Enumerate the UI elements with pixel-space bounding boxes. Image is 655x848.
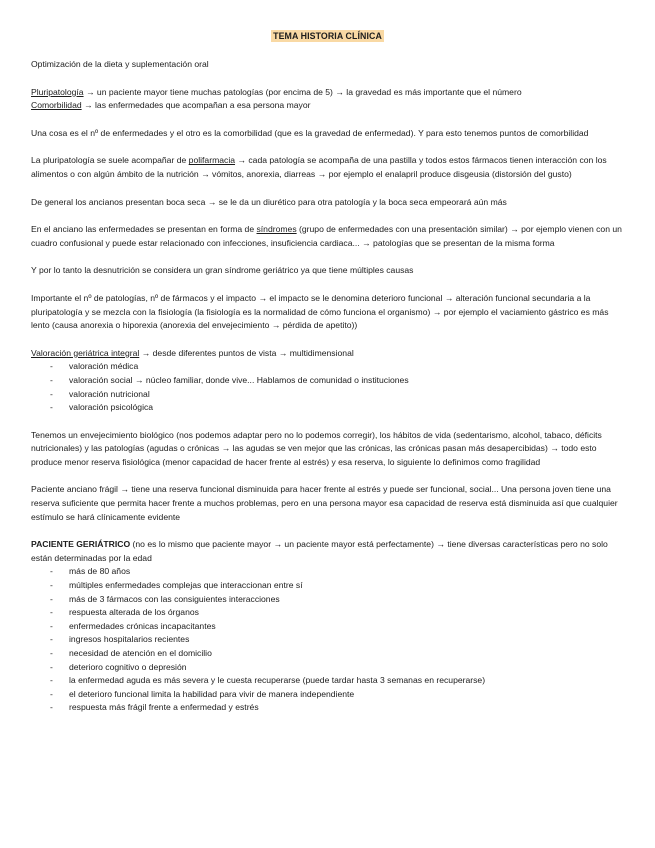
list-item: - el deterioro funcional limita la habilidad para vivir de manera independiente [31, 688, 627, 702]
list-item: - enfermedades crónicas incapacitantes [31, 620, 627, 634]
polifarmacia-term: polifarmacia [188, 155, 236, 166]
list-item: - respuesta más frágil frente a enfermedad y estrés [31, 701, 627, 715]
sindromes-before: En el anciano las enfermedades se presentan en forma de [31, 224, 257, 235]
envejecimiento-paragraph: Tenemos un envejecimiento biológico (nos podemos adaptar pero no lo podemos corregir), los hábitos de vida (sedentarismo, alcohol, tabaco, déficits nutricionales) y las patologías (agudas o crónicas → las agudas se ven mejor que las crónicas, las crónicas pasan más desapercibidas) → todo esto produce menor reserva fisiológica (menor capacidad de hacer frente al estrés) y esa reserva, lo siguiente lo definimos como fragilidad [31, 429, 602, 467]
pluripatologia-text: → un paciente mayor tiene muchas patologías (por encima de 5) → la gravedad es más importante que el número [83, 86, 522, 97]
comorbilidad-term: Comorbilidad [31, 100, 82, 111]
list-item: - valoración psicológica [31, 401, 627, 415]
valoracion-paragraph [31, 347, 627, 361]
sindromes-term: síndromes [256, 224, 297, 235]
sindromes-paragraph [31, 223, 627, 250]
comorbilidad-paragraph [31, 99, 627, 113]
list-item: - más de 3 fármacos con las consiguientes interacciones [31, 593, 627, 607]
pluripatologia-paragraph [31, 86, 627, 100]
cosa-paragraph: Una cosa es el nº de enfermedades y el otro es la comorbilidad (que es la gravedad de enfermedad). Y para esto tenemos puntos de comorbilidad [31, 127, 589, 138]
title-highlight: TEMA HISTORIA CLÍNICA [273, 31, 382, 41]
valoracion-term: Valoración geriátrica integral [31, 347, 140, 358]
valoracion-list [31, 360, 627, 414]
importante-paragraph: Importante el nº de patologías, nº de fármacos y el impacto → el impacto se le denomina deterioro funcional → alteración funcional secundaria a la pluripatología y se mezcla con la fisiología (la fisiología es la normalidad de cómo funciona el organismo) → por ejemplo el vaciamiento gástrico es más lento (causa anorexia o hiporexia (anorexia del envejecimiento → pérdida de apetito)) [31, 292, 609, 331]
list-item: - deterioro cognitivo o depresión [31, 661, 627, 675]
desnutricion-paragraph: Y por lo tanto la desnutrición se considera un gran síndrome geriátrico ya que tiene múltiples causas [31, 265, 414, 276]
list-item: - valoración social → núcleo familiar, donde vive... Hablamos de comunidad o instituciones [31, 374, 627, 388]
list-item: - más de 80 años [31, 565, 627, 579]
fragil-paragraph: Paciente anciano frágil → tiene una reserva funcional disminuida para hacer frente al estrés y puede ser funcional, social... Una persona joven tiene una reserva suficiente que permita hacer frente a muchos problemas, pero en una persona mayor esa capacidad de reserva está disminuida así que cualquier estímulo se hará clínicamente evidente [31, 484, 618, 522]
polifarmacia-paragraph [31, 154, 627, 181]
list-item: - ingresos hospitalarios recientes [31, 633, 627, 647]
geriatrico-paragraph [31, 538, 627, 565]
document-body [31, 58, 627, 715]
list-item: - valoración médica [31, 360, 627, 374]
geriatrico-text: (no es lo mismo que paciente mayor → un paciente mayor está perfectamente) → tiene diversas características pero no solo están determinadas por la edad [31, 539, 608, 563]
geriatrico-list [31, 565, 627, 715]
intro-paragraph: Optimización de la dieta y suplementación oral [31, 59, 209, 69]
geriatrico-term: PACIENTE GERIÁTRICO [31, 539, 131, 550]
polifarmacia-after: → cada patología se acompaña de una pastilla y todos estos fármacos tienen interacción con los alimentos o con algún ámbito de la nutrición → vómitos, anorexia, diarreas → por ejemplo el enalapril produce disgeusia (distorsión del gusto) [31, 155, 607, 179]
valoracion-text: → desde diferentes puntos de vista → multidimensional [139, 347, 354, 358]
document-title [0, 30, 655, 44]
list-item: - múltiples enfermedades complejas que interaccionan entre sí [31, 579, 627, 593]
polifarmacia-before: La pluripatología se suele acompañar de [31, 155, 189, 166]
list-item: - valoración nutricional [31, 388, 627, 402]
list-item: - respuesta alterada de los órganos [31, 606, 627, 620]
sindromes-after: (grupo de enfermedades con una presentación similar) → por ejemplo vienen con un cuadro confusional y puede estar relacionado con infecciones, insuficiencia cardiaca... → patologías que se presentan de la misma forma [31, 224, 622, 248]
comorbilidad-text: → las enfermedades que acompañan a esa persona mayor [81, 100, 311, 111]
list-item: - necesidad de atención en el domicilio [31, 647, 627, 661]
list-item: - la enfermedad aguda es más severa y le cuesta recuperarse (puede tardar hasta 3 semanas en recuperarse) [31, 674, 627, 688]
pluripatologia-term: Pluripatología [31, 86, 84, 97]
boca-seca-paragraph: De general los ancianos presentan boca seca → se le da un diurético para otra patología y la boca seca empeorará aún más [31, 196, 507, 207]
